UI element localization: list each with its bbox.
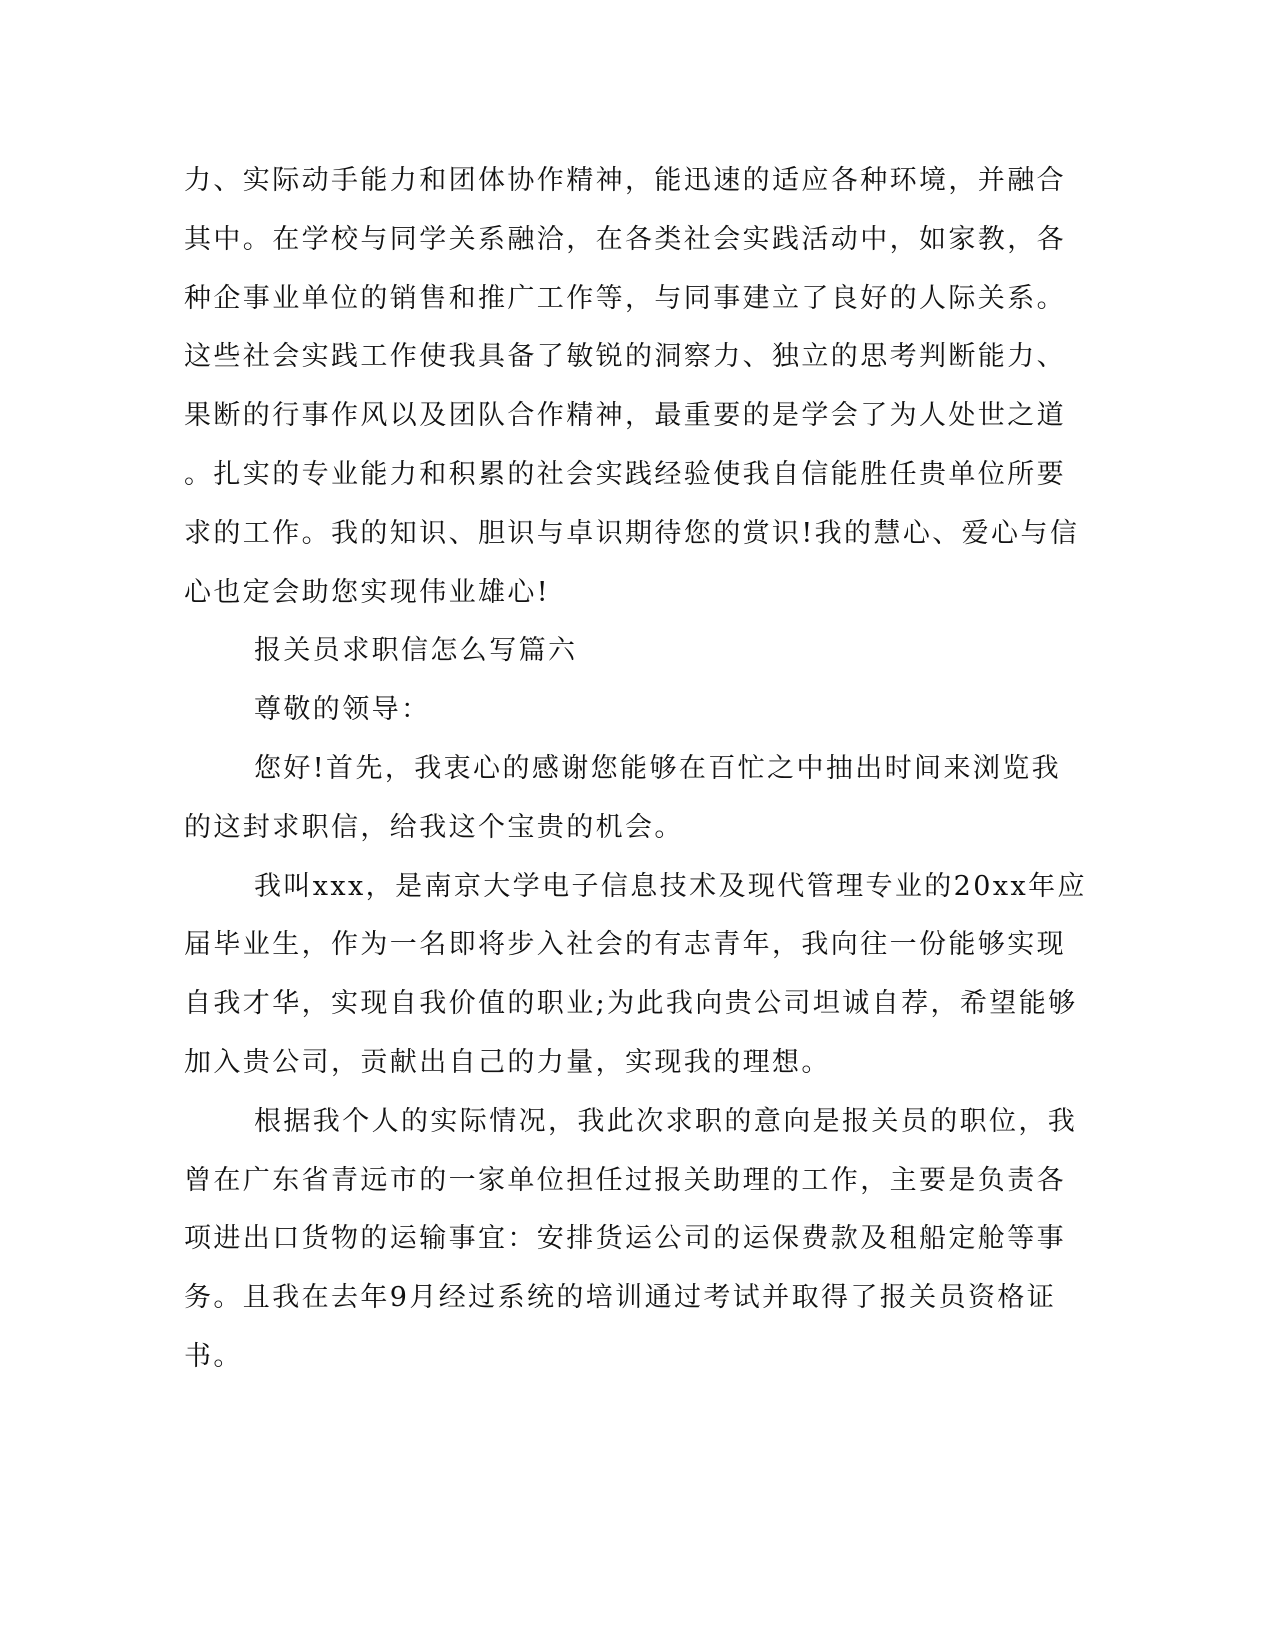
document-body xyxy=(184,152,1087,1387)
text-line: 书。 xyxy=(184,1340,243,1372)
text-line: 根据我个人的实际情况，我此次求职的意向是报关员的职位，我 xyxy=(254,1105,1078,1137)
text-line: 我叫xxx，是南京大学电子信息技术及现代管理专业的20xx年应 xyxy=(254,870,1087,902)
text-line: 力、实际动手能力和团体协作精神，能迅速的适应各种环境，并融合 xyxy=(184,165,1066,196)
text-line: 心也定会助您实现伟业雄心! xyxy=(184,576,551,608)
text-line: 务。且我在去年9月经过系统的培训通过考试并取得了报关员资格证 xyxy=(184,1282,1057,1314)
text-line: 的这封求职信，给我这个宝贵的机会。 xyxy=(184,811,684,843)
text-line: 果断的行事作风以及团队合作精神，最重要的是学会了为人处世之道 xyxy=(184,400,1066,432)
text-line: 其中。在学校与同学关系融洽，在各类社会实践活动中，如家教，各 xyxy=(184,223,1066,255)
salutation: 尊敬的领导： xyxy=(254,694,431,726)
text-line: 自我才华，实现自我价值的职业;为此我向贵公司坦诚自荐，希望能够 xyxy=(184,988,1078,1020)
text-line: 。扎实的专业能力和积累的社会实践经验使我自信能胜任贵单位所要 xyxy=(184,458,1066,490)
text-line: 项进出口货物的运输事宜：安排货运公司的运保费款及租船定舱等事 xyxy=(184,1223,1066,1255)
text-line: 曾在广东省青远市的一家单位担任过报关助理的工作，主要是负责各 xyxy=(184,1164,1066,1196)
text-line: 求的工作。我的知识、胆识与卓识期待您的赏识!我的慧心、爱心与信 xyxy=(184,517,1080,549)
section-heading: 报关员求职信怎么写篇六 xyxy=(254,635,578,667)
text-line: 加入贵公司，贡献出自己的力量，实现我的理想。 xyxy=(184,1046,831,1078)
text-line: 届毕业生，作为一名即将步入社会的有志青年，我向往一份能够实现 xyxy=(184,929,1066,961)
text-line: 种企事业单位的销售和推广工作等，与同事建立了良好的人际关系。 xyxy=(184,282,1066,314)
text-line: 您好!首先，我衷心的感谢您能够在百忙之中抽出时间来浏览我 xyxy=(254,752,1062,784)
text-line: 这些社会实践工作使我具备了敏锐的洞察力、独立的思考判断能力、 xyxy=(184,341,1066,373)
